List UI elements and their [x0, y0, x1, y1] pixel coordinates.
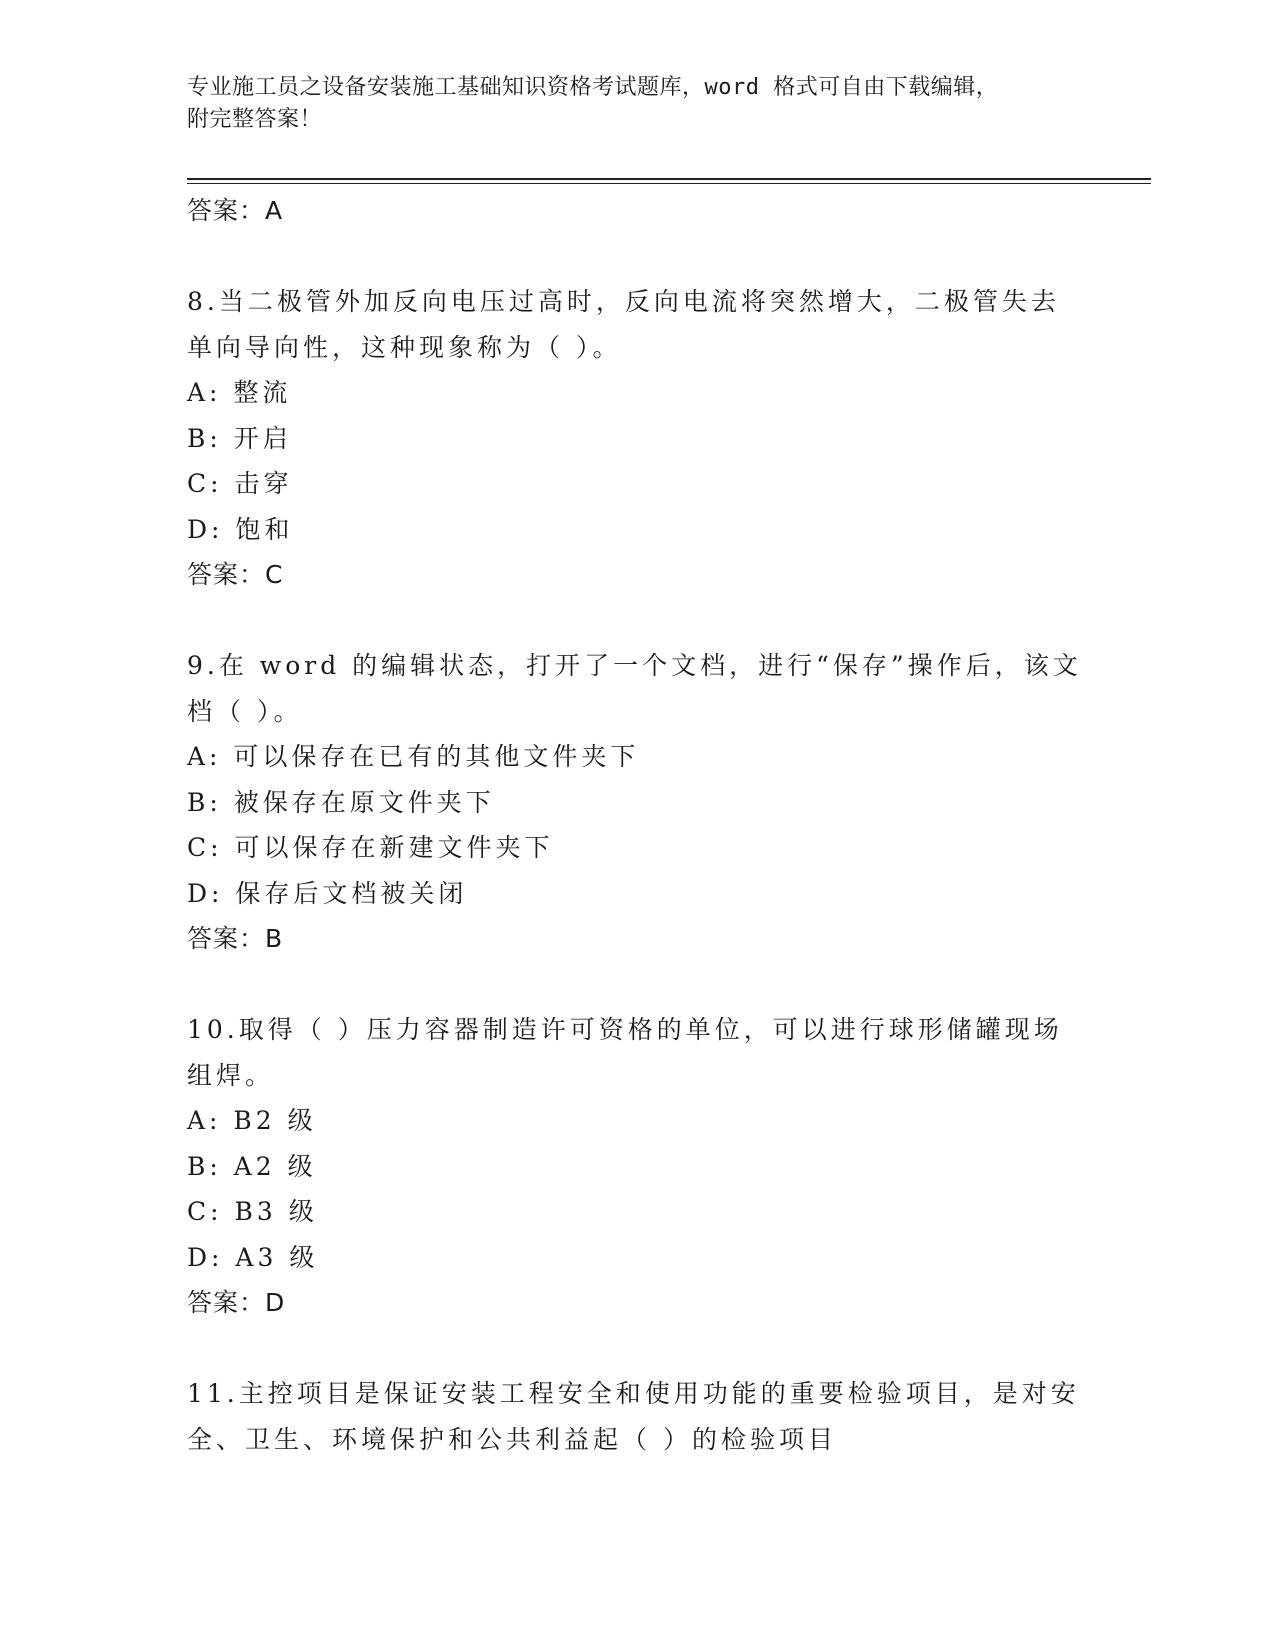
- question-stem-line: 10.取得（ ）压力容器制造许可资格的单位，可以进行球形储罐现场: [187, 1015, 1063, 1044]
- question-11: [187, 1371, 1087, 1462]
- option-b: B: A2 级: [187, 1151, 317, 1181]
- question-stem-line: 9.在 word 的编辑状态，打开了一个文档，进行“保存”操作后，该文: [187, 651, 1082, 680]
- answer: 答案：C: [187, 560, 284, 589]
- option-c: C: B3 级: [187, 1197, 318, 1226]
- question-10: [187, 1007, 1087, 1326]
- option-d: D: 饱和: [187, 514, 294, 544]
- option-b: B: 开启: [187, 423, 292, 453]
- option-c: C: 可以保存在新建文件夹下: [187, 833, 554, 862]
- option-a: A: 整流: [187, 378, 292, 407]
- document-header: [187, 72, 1087, 136]
- question-stem-line: 11.主控项目是保证安装工程安全和使用功能的重要检验项目，是对安: [187, 1379, 1080, 1408]
- header-rule-thick: [187, 178, 1151, 180]
- header-line-2: 附完整答案！: [187, 107, 323, 132]
- question-9: [187, 643, 1087, 962]
- option-c: C: 击穿: [187, 469, 293, 498]
- option-d: D: 保存后文档被关闭: [187, 878, 468, 908]
- answer: 答案：D: [187, 1288, 286, 1317]
- question-8: [187, 279, 1087, 598]
- header-rule-thin: [187, 183, 1151, 184]
- question-stem-line: 单向导向性，这种现象称为（ ）。: [187, 332, 622, 362]
- answer: 答案：B: [187, 924, 284, 953]
- question-stem-line: 组焊。: [187, 1060, 275, 1090]
- question-stem-line: 档（ ）。: [187, 696, 303, 726]
- answer-previous: 答案：A: [187, 196, 284, 225]
- option-d: D: A3 级: [187, 1242, 319, 1272]
- question-stem-line: 全、卫生、环境保护和公共利益起（ ）的检验项目: [187, 1424, 837, 1454]
- question-stem-line: 8.当二极管外加反向电压过高时，反向电流将突然增大，二极管失去: [187, 287, 1060, 316]
- option-a: A: 可以保存在已有的其他文件夹下: [187, 742, 640, 771]
- header-line-1: 专业施工员之设备安装施工基础知识资格考试题库，word 格式可自由下载编辑，: [187, 75, 999, 100]
- option-a: A: B2 级: [187, 1106, 317, 1135]
- question-list: [187, 188, 1087, 1462]
- option-b: B: 被保存在原文件夹下: [187, 787, 495, 817]
